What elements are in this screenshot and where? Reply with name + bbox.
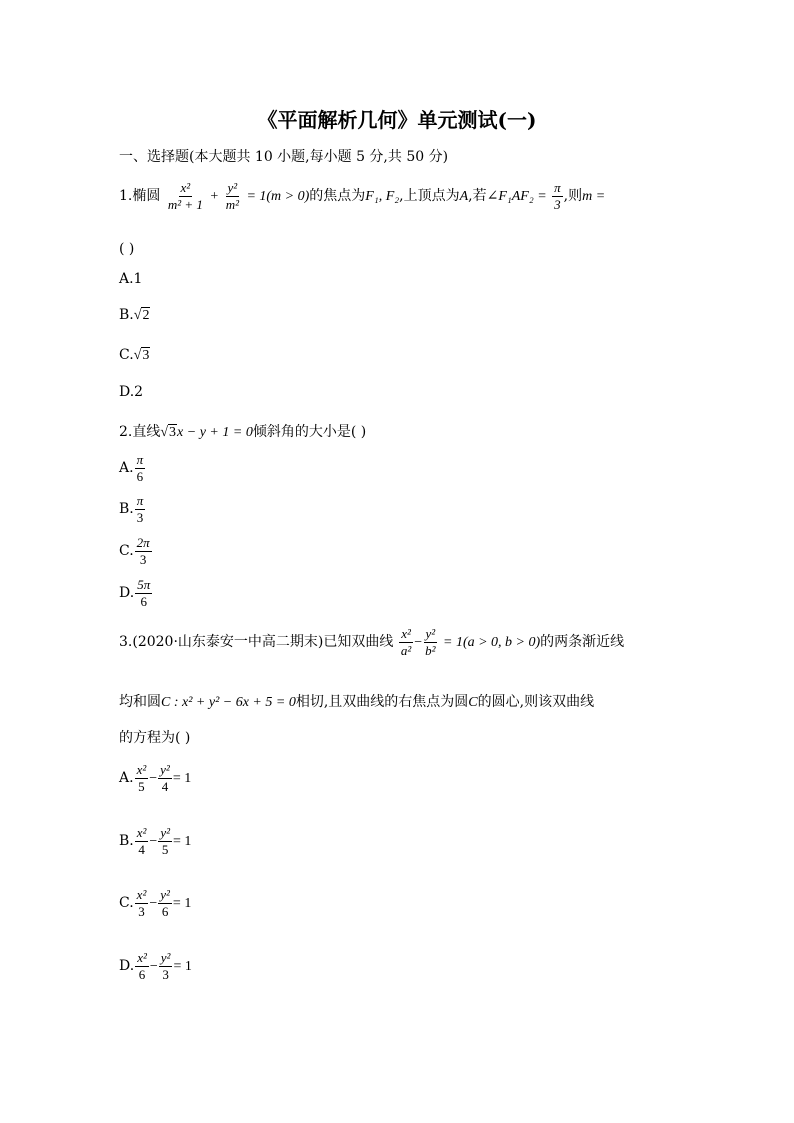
q1-text-d: ,则 — [563, 188, 583, 205]
q3-option-a: A. $\frac{\text{x²}}{5}$ − $\frac{\text{y²}}{4}$ = 1 — [119, 762, 192, 794]
q1-angle-fraction: $\frac{\pi}{3}$ — [554, 180, 561, 212]
q3-circle-equation: C : x² + y² − 6x + 5 = 0 — [161, 695, 296, 710]
q2-tail: 倾斜角的大小是( ) — [252, 424, 367, 440]
question-2 — [119, 421, 366, 441]
question-3: 3.(2020·山东泰安一中高二期末)已知双曲线 $\frac{\text{x²}}{\text{a²}}$ − $\frac{\text{y²}}{\text{b²}}$ = 1(a > 0, b > 0)的两条渐近线 — [119, 626, 625, 658]
q3-option-b: B. $\frac{\text{x²}}{4}$ − $\frac{\text{y²}}{5}$ = 1 — [119, 825, 192, 857]
q3-line-3: 的方程为( ) — [119, 730, 191, 746]
q3-option-d: D. $\frac{\text{x²}}{6}$ − $\frac{\text{y²}}{3}$ = 1 — [119, 950, 192, 982]
q3-condition: = 1(a > 0, b > 0) — [443, 635, 541, 651]
q1-fraction-2: $\frac{\text{y²}}{\text{m²}}$ — [225, 180, 239, 212]
q1-var: m = — [582, 189, 606, 205]
q1-text-b: ,上顶点为 — [399, 188, 460, 205]
q1-option-c: C.√ 3 — [119, 347, 150, 363]
q3-line-2: 均和圆C : x² + y² − 6x + 5 = 0相切,且双曲线的右焦点为圆C的圆心,则该双曲线 — [119, 694, 595, 710]
q2-option-c: C. $\frac{2\pi}{3}$ — [119, 535, 150, 567]
section-heading: 一、选择题(本大题共 10 小题,每小题 5 分,共 50 分) — [119, 149, 449, 165]
q2-prefix: 2.直线 — [119, 424, 161, 440]
q3-tail: 的两条渐近线 — [540, 634, 625, 651]
q2-option-b: B. $\frac{\pi}{3}$ — [119, 493, 144, 525]
q1-option-a: A.1 — [119, 271, 143, 287]
q2-option-d: D. $\frac{5\pi}{6}$ — [119, 577, 151, 609]
q1-angle: ∠F₁AF₂ = — [486, 189, 547, 205]
q2-expression: x − y + 1 = 0 — [177, 425, 253, 440]
q1-prefix: 1.椭圆 — [119, 188, 161, 205]
q1-text-c: ,若 — [468, 188, 487, 205]
sqrt-icon: √ 2 — [133, 308, 150, 323]
q3-fraction-2: $\frac{\text{y²}}{\text{b²}}$ — [425, 626, 436, 658]
sqrt-icon: √ 3 — [133, 348, 150, 363]
sqrt-icon: √ 3 — [160, 425, 177, 440]
q2-option-a: A. $\frac{\pi}{6}$ — [119, 452, 144, 484]
page-title: 《平面解析几何》单元测试(一) — [257, 108, 537, 132]
q1-vertex: A — [459, 189, 469, 205]
q3-fraction-1: $\frac{\text{x²}}{\text{a²}}$ — [400, 626, 412, 658]
q3-prefix: 3.(2020·山东泰安一中高二期末)已知双曲线 — [119, 634, 394, 651]
question-1: 1.椭圆 $\frac{\text{x²}}{\text{m² + 1}}$ + $\frac{\text{y²}}{\text{m²}}$ = 1(m > 0)的焦点为F₁, F₂,上顶点为A,若∠F₁AF₂ = $\frac{\pi}{3}$ ,则m = — [119, 180, 606, 212]
q3-option-c: C. $\frac{\text{x²}}{3}$ − $\frac{\text{y²}}{6}$ = 1 — [119, 887, 192, 919]
q1-fraction-1: $\frac{\text{x²}}{\text{m² + 1}}$ — [167, 180, 203, 212]
q1-text-a: 的焦点为 — [309, 188, 366, 205]
q1-foci: F₁, F₂ — [365, 189, 400, 205]
q1-condition: = 1(m > 0) — [246, 189, 310, 205]
q1-option-d: D.2 — [119, 384, 144, 400]
q1-answer-paren: ( ) — [119, 241, 135, 257]
q1-option-b: B.√ 2 — [119, 307, 150, 323]
